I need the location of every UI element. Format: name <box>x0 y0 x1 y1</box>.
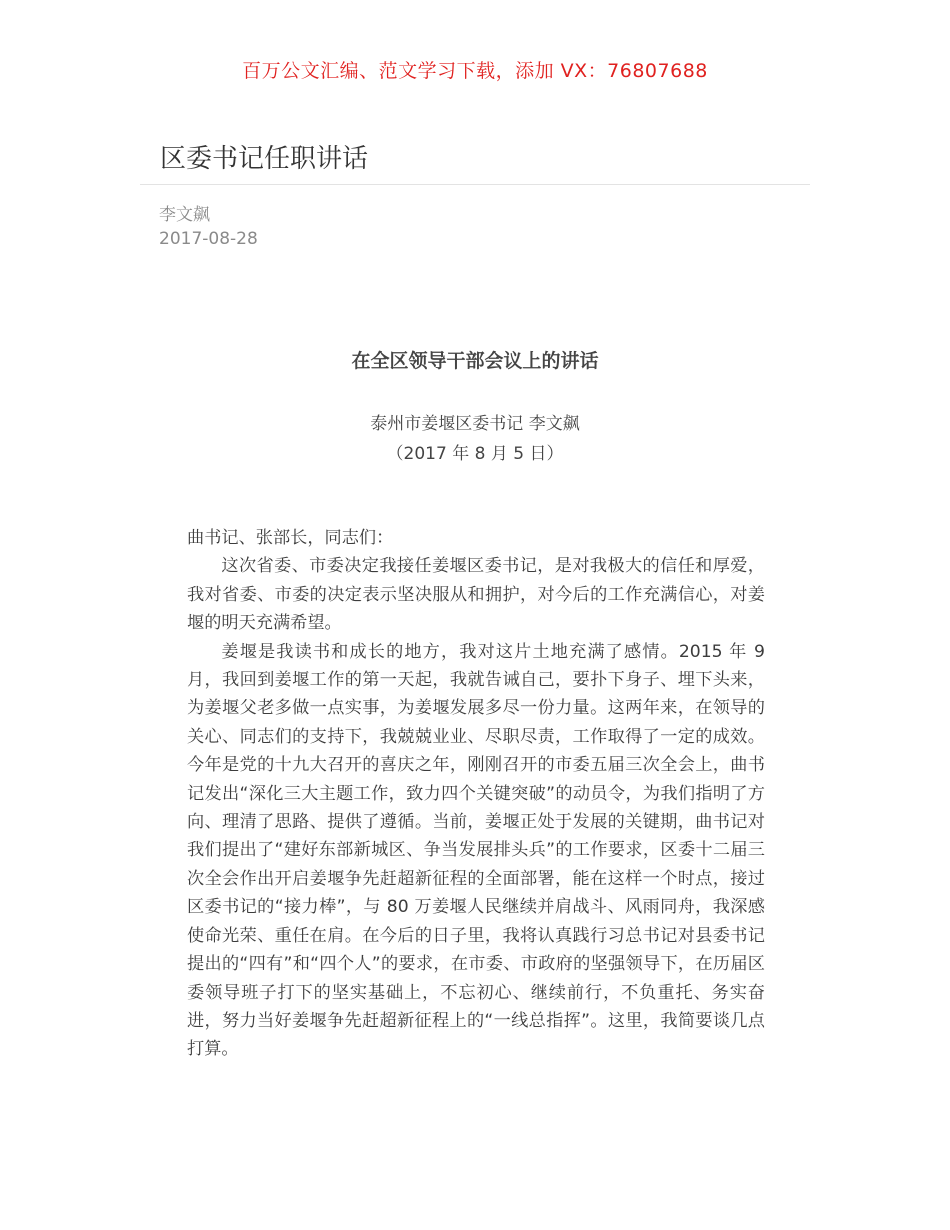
article-meta <box>159 203 258 251</box>
speech-body <box>187 524 765 1064</box>
article-title: 区委书记任职讲话 <box>160 144 369 174</box>
article-author: 李文飙 <box>159 205 210 225</box>
promo-banner: 百万公文汇编、范文学习下载，添加 VX：76807688 <box>242 60 708 82</box>
speech-salutation: 曲书记、张部长，同志们： <box>187 528 394 548</box>
speech-paragraph: 姜堰是我读书和成长的地方，我对这片土地充满了感情。2015 年 9 月，我回到姜堰工作的第一天起，我就告诫自己，要扑下身子、埋下头来，为姜堰父老多做一点实事，为姜堰发展多尽一份力量。这两年来，在领导的关心、同志们的支持下，我兢兢业业、尽职尽责，工作取得了一定的成效。今年是党的十九大召开的喜庆之年，刚刚召开的市委五届三次全会上，曲书记发出“深化三大主题工作，致力四个关键突破”的动员令，为我们指明了方向、理清了思路、提供了遵循。当前，姜堰正处于发展的关键期，曲书记对我们提出了“建好东部新城区、争当发展排头兵”的工作要求，区委十二届三次全会作出开启姜堰争先赶超新征程的全面部署，能在这样一个时点，接过区委书记的“接力棒”，与 80 万姜堰人民继续并肩战斗、风雨同舟，我深感使命光荣、重任在肩。在今后的日子里，我将认真践行习总书记对县委书记提出的“四有”和“四个人”的要求，在市委、市政府的坚强领导下，在历届区委领导班子打下的坚实基础上，不忘初心、继续前行，不负重托、务实奋进，努力当好姜堰争先赶超新征程上的“一线总指挥”。这里，我简要谈几点打算。 <box>187 641 765 1060</box>
speech-date: （2017 年 8 月 5 日） <box>386 444 564 464</box>
speech-title: 在全区领导干部会议上的讲话 <box>351 350 599 372</box>
speech-paragraph: 这次省委、市委决定我接任姜堰区委书记，是对我极大的信任和厚爱，我对省委、市委的决定表示坚决服从和拥护，对今后的工作充满信心，对姜堰的明天充满希望。 <box>187 556 765 634</box>
title-divider <box>140 184 810 185</box>
speech-speaker: 泰州市姜堰区委书记 李文飙 <box>370 414 580 434</box>
article-date: 2017-08-28 <box>159 229 258 249</box>
